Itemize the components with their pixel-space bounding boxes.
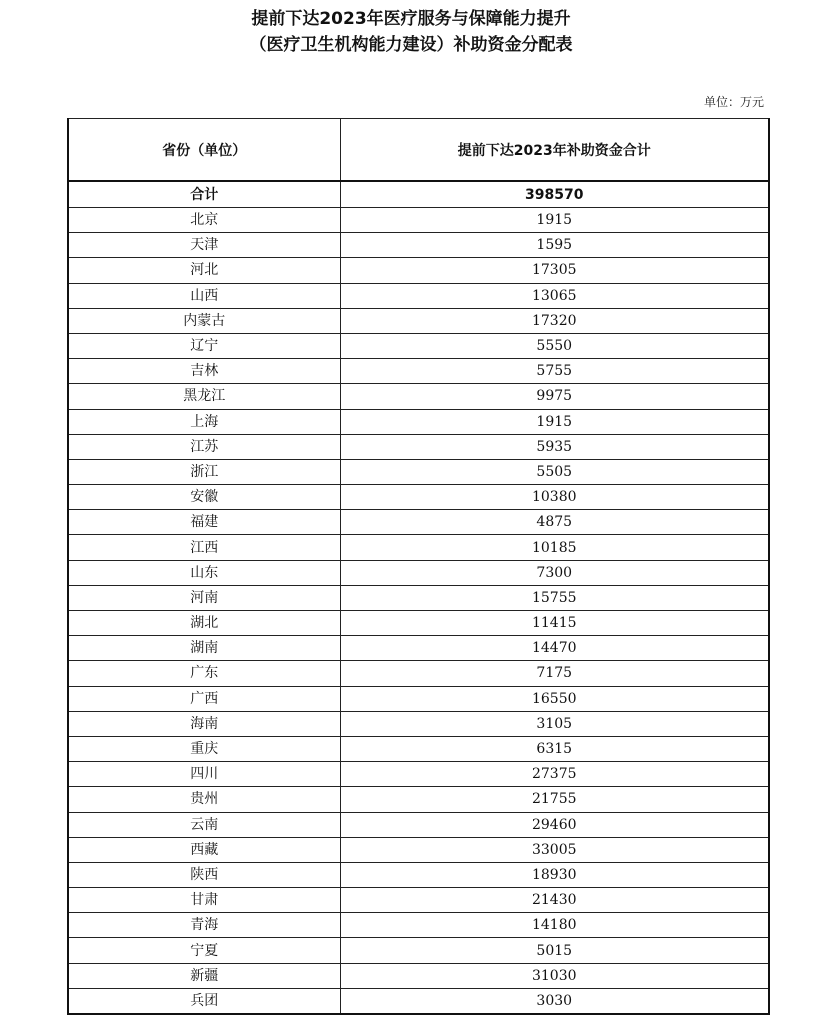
province-name: 宁夏 [68, 938, 340, 963]
funding-amount: 17320 [340, 308, 769, 333]
province-name: 吉林 [68, 359, 340, 384]
table-row [68, 862, 769, 887]
province-name: 甘肃 [68, 888, 340, 913]
table-row [68, 485, 769, 510]
province-name: 山西 [68, 283, 340, 308]
funding-amount: 3105 [340, 711, 769, 736]
province-name: 贵州 [68, 787, 340, 812]
table-row [68, 208, 769, 233]
total-row [68, 181, 769, 208]
funding-amount: 1595 [340, 233, 769, 258]
table-row [68, 560, 769, 585]
province-name: 青海 [68, 913, 340, 938]
funding-amount: 21430 [340, 888, 769, 913]
funding-amount: 13065 [340, 283, 769, 308]
funding-amount: 21755 [340, 787, 769, 812]
province-name: 北京 [68, 208, 340, 233]
document-title-line2: （医疗卫生机构能力建设）补助资金分配表 [249, 35, 573, 55]
funding-amount: 14180 [340, 913, 769, 938]
province-name: 兵团 [68, 988, 340, 1014]
table-row [68, 963, 769, 988]
province-name: 辽宁 [68, 333, 340, 358]
funding-amount: 6315 [340, 736, 769, 761]
funding-amount: 4875 [340, 510, 769, 535]
table-row [68, 510, 769, 535]
total-label: 合计 [68, 181, 340, 208]
province-name: 江西 [68, 535, 340, 560]
province-name: 四川 [68, 762, 340, 787]
province-name: 西藏 [68, 837, 340, 862]
column-header-province: 省份（单位） [68, 119, 340, 182]
province-name: 山东 [68, 560, 340, 585]
table-row [68, 736, 769, 761]
funding-amount: 29460 [340, 812, 769, 837]
table-row [68, 233, 769, 258]
table-header-row [68, 119, 769, 182]
province-name: 黑龙江 [68, 384, 340, 409]
table-row [68, 585, 769, 610]
province-name: 陕西 [68, 862, 340, 887]
table-row [68, 359, 769, 384]
funding-amount: 5550 [340, 333, 769, 358]
province-name: 福建 [68, 510, 340, 535]
table-row [68, 308, 769, 333]
table-row [68, 762, 769, 787]
province-name: 河北 [68, 258, 340, 283]
funding-amount: 5505 [340, 459, 769, 484]
table-row [68, 459, 769, 484]
table-row [68, 938, 769, 963]
funding-amount: 5755 [340, 359, 769, 384]
table-row [68, 661, 769, 686]
unit-label: 单位：万元 [703, 95, 764, 109]
funding-amount: 10380 [340, 485, 769, 510]
funding-amount: 31030 [340, 963, 769, 988]
table-row [68, 283, 769, 308]
funding-amount: 5015 [340, 938, 769, 963]
funding-amount: 27375 [340, 762, 769, 787]
funding-amount: 16550 [340, 686, 769, 711]
province-name: 湖南 [68, 636, 340, 661]
table-row [68, 384, 769, 409]
funding-amount: 14470 [340, 636, 769, 661]
table-row [68, 787, 769, 812]
table-row [68, 434, 769, 459]
funding-amount: 5935 [340, 434, 769, 459]
table-row [68, 535, 769, 560]
funding-amount: 10185 [340, 535, 769, 560]
table-row [68, 913, 769, 938]
funding-amount: 1915 [340, 409, 769, 434]
province-name: 湖北 [68, 611, 340, 636]
province-name: 浙江 [68, 459, 340, 484]
province-name: 天津 [68, 233, 340, 258]
funding-amount: 3030 [340, 988, 769, 1014]
funding-amount: 7300 [340, 560, 769, 585]
funding-amount: 1915 [340, 208, 769, 233]
table-row [68, 333, 769, 358]
province-name: 江苏 [68, 434, 340, 459]
province-name: 云南 [68, 812, 340, 837]
document-title-line1: 提前下达2023年医疗服务与保障能力提升 [251, 9, 571, 29]
funding-amount: 15755 [340, 585, 769, 610]
table-row [68, 611, 769, 636]
province-name: 上海 [68, 409, 340, 434]
table-row [68, 888, 769, 913]
province-name: 广西 [68, 686, 340, 711]
funding-amount: 9975 [340, 384, 769, 409]
table-row [68, 988, 769, 1014]
table-row [68, 636, 769, 661]
province-name: 广东 [68, 661, 340, 686]
province-name: 重庆 [68, 736, 340, 761]
funding-amount: 7175 [340, 661, 769, 686]
province-name: 新疆 [68, 963, 340, 988]
table-row [68, 837, 769, 862]
table-row [68, 409, 769, 434]
table-row [68, 711, 769, 736]
funding-amount: 33005 [340, 837, 769, 862]
total-value: 398570 [340, 181, 769, 208]
column-header-funding: 提前下达2023年补助资金合计 [340, 119, 769, 182]
funding-amount: 11415 [340, 611, 769, 636]
province-name: 内蒙古 [68, 308, 340, 333]
province-name: 河南 [68, 585, 340, 610]
funding-amount: 18930 [340, 862, 769, 887]
province-name: 海南 [68, 711, 340, 736]
table-row [68, 812, 769, 837]
province-name: 安徽 [68, 485, 340, 510]
table-row [68, 258, 769, 283]
allocation-table [67, 118, 770, 1015]
table-row [68, 686, 769, 711]
funding-amount: 17305 [340, 258, 769, 283]
